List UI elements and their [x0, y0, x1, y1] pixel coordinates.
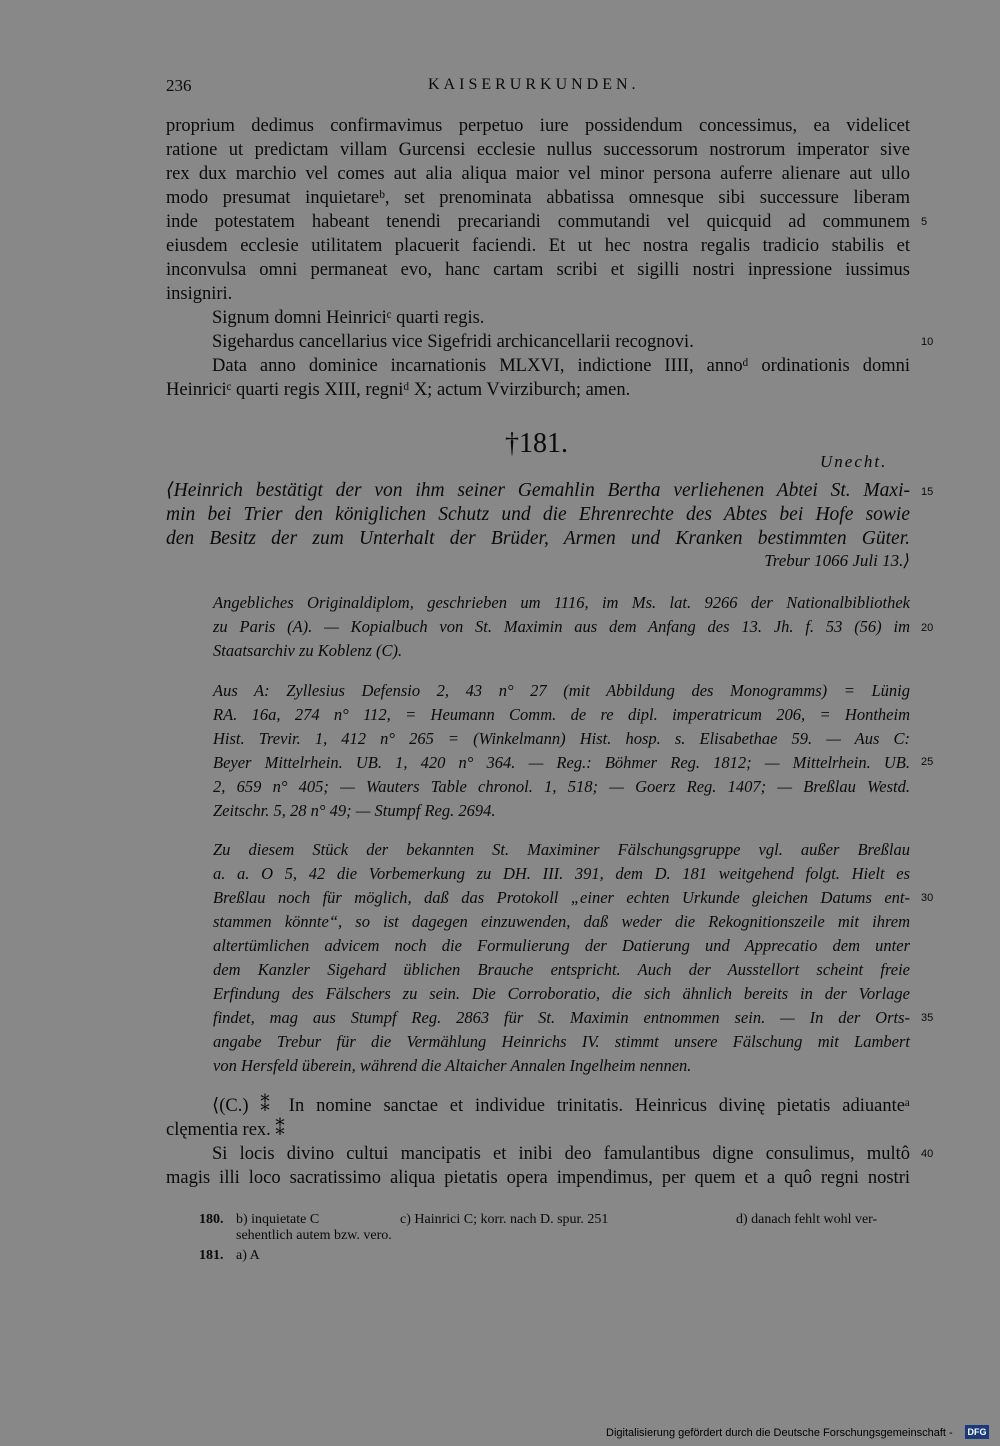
commentary-line: angabe Trebur für die Vermählung Heinrichs IV. stimmt unsere Fälschung mit Lambert [213, 1032, 910, 1051]
commentary-line: Angebliches Originaldiplom, geschrieben um 1116, im Ms. lat. 9266 der Nationalbibliothek [213, 593, 910, 612]
regest-line: den Besitz der zum Unterhalt der Brüder, Armen und Kranken bestimmten Güter. [166, 528, 910, 549]
commentary-line: 2, 659 n° 405; — Wauters Table chronol. 1, 518; — Goerz Reg. 1407; — Breßlau Westd. [213, 777, 910, 796]
place-date: Trebur 1066 Juli 13.⟩ [764, 551, 910, 570]
regest-line: ⟨Heinrich bestätigt der von ihm seiner Gemahlin Bertha verliehenen Abtei St. Maxi- [166, 480, 910, 501]
commentary-line: stammen könnte“, so ist dagegen einzuwenden, daß weder die Rekognitionszeile mit ihrem [213, 912, 910, 931]
line-number: 5 [921, 216, 928, 228]
charter-line: clęmentia rex. ⁑ [166, 1120, 285, 1140]
commentary-line: Erfindung des Fälschers zu sein. Die Corroboratio, die sich ähnlich bereits in der Vorlage [213, 984, 910, 1003]
commentary-line: Hist. Trevir. 1, 412 n° 265 = (Winkelmann) Hist. hosp. s. Elisabethae 59. — Aus C: [213, 729, 910, 748]
regest-line: min bei Trier den königlichen Schutz und die Ehrenrechte des Abtes bei Hofe sowie [166, 504, 910, 525]
dating-line: Heinriciᶜ quarti regis XIII, regniᵈ X; actum Vvirziburch; amen. [166, 380, 631, 400]
charter-line: ⟨(C.) ⁑ In nomine sanctae et individue trinitatis. Heinricus divinę pietatis adiuanteᵃ [212, 1096, 910, 1116]
line-number: 35 [921, 1012, 934, 1024]
text-line: rex dux marchio vel comes aut alia aliqua maior vel minor persona auferre alienare aut ullo [166, 164, 910, 184]
commentary-line: RA. 16a, 274 n° 112, = Heumann Comm. de re dipl. imperatricum 206, = Hontheim [213, 705, 910, 724]
charter-line: Si locis divino cultui mancipatis et inibi deo famulantibus digne consulimus, multô [212, 1144, 910, 1164]
text-line: proprium dedimus confirmavimus perpetuo iure possidendum concessimus, ea videlicet [166, 116, 910, 136]
commentary-line: Aus A: Zyllesius Defensio 2, 43 n° 27 (mit Abbildung des Monogramms) = Lünig [213, 681, 910, 700]
authenticity-status: Unecht. [820, 452, 888, 471]
footnote-label: 180. [199, 1212, 224, 1227]
digitization-credit: Digitalisierung gefördert durch die Deutsche Forschungsgemeinschaft - [606, 1427, 953, 1439]
commentary-line: altertümlichen advicem noch die Formulierung der Datierung und Apprecatio dem unter [213, 936, 910, 955]
commentary-line: Staatsarchiv zu Koblenz (C). [213, 641, 403, 660]
footnote: a) A [236, 1248, 260, 1263]
footnote: b) inquietate C [236, 1212, 320, 1227]
line-number: 20 [921, 622, 934, 634]
commentary-line: Breßlau noch für möglich, daß das Protokoll „einer echten Urkunde gleichen Datums ent- [213, 888, 910, 907]
dfg-logo[interactable]: DFG [965, 1425, 989, 1439]
footnote-label: 181. [199, 1248, 224, 1263]
commentary-line: findet, mag aus Stumpf Reg. 2863 für St. Maximin entnommen sein. — In der Orts- [213, 1008, 910, 1027]
recognition-line: Sigehardus cancellarius vice Sigefridi archicancellarii recognovi. [212, 332, 694, 352]
line-number: 25 [921, 756, 934, 768]
footnote: d) danach fehlt wohl ver- [736, 1212, 878, 1227]
commentary-line: zu Paris (A). — Kopialbuch von St. Maximin aus dem Anfang des 13. Jh. f. 53 (56) im [213, 617, 910, 636]
commentary-line: dem Kanzler Sigehard üblichen Brauche entspricht. Auch der Ausstellort scheint freie [213, 960, 910, 979]
text-line: insigniri. [166, 284, 233, 304]
line-number: 30 [921, 892, 934, 904]
commentary-line: Beyer Mittelrhein. UB. 1, 420 n° 364. — Reg.: Böhmer Reg. 1812; — Mittelrhein. UB. [213, 753, 910, 772]
footnote: c) Hainrici C; korr. nach D. spur. 251 [400, 1212, 609, 1227]
text-line: eiusdem ecclesie utilitatem placuerit faciendi. Et ut hec nostra regalis tradicio stabilis et [166, 236, 910, 256]
document-number: †181. [505, 428, 568, 459]
commentary-line: Zu diesem Stück der bekannten St. Maximiner Fälschungsgruppe vgl. außer Breßlau [213, 840, 910, 859]
dating-line: Data anno dominice incarnationis MLXVI, indictione IIII, annoᵈ ordinationis domni [212, 356, 910, 376]
text-line: modo presumat inquietareᵇ, set prenominata abbatissa omnesque sibi successure liberam [166, 188, 910, 208]
commentary-line: a. a. O 5, 42 die Vorbemerkung zu DH. III. 391, dem D. 181 weitgehend folgt. Hielt es [213, 864, 910, 883]
text-line: inde potestatem habeant tenendi precariandi commutandi vel quicquid ad communem [166, 212, 910, 232]
line-number: 15 [921, 486, 934, 498]
line-number: 10 [921, 336, 934, 348]
commentary-line: von Hersfeld überein, während die Altaicher Annalen Ingelheim nennen. [213, 1056, 692, 1075]
signum-line: Signum domni Heinriciᶜ quarti regis. [212, 308, 485, 328]
commentary-line: Zeitschr. 5, 28 n° 49; — Stumpf Reg. 2694. [213, 801, 496, 820]
footnote: sehentlich autem bzw. vero. [236, 1228, 392, 1243]
text-line: ratione ut predictam villam Gurcensi ecclesie nullus successorum nostrorum imperator sive [166, 140, 910, 160]
page-number: 236 [166, 76, 192, 95]
charter-line: magis illi loco sacratissimo aliqua pietatis opera impendimus, per quem et a quô regni nostri [166, 1168, 910, 1188]
running-title: KAISERURKUNDEN. [428, 76, 640, 93]
text-line: inconvulsa omni permaneat evo, hanc cartam scribi et sigilli nostri inpressione iussimus [166, 260, 910, 280]
line-number: 40 [921, 1148, 934, 1160]
